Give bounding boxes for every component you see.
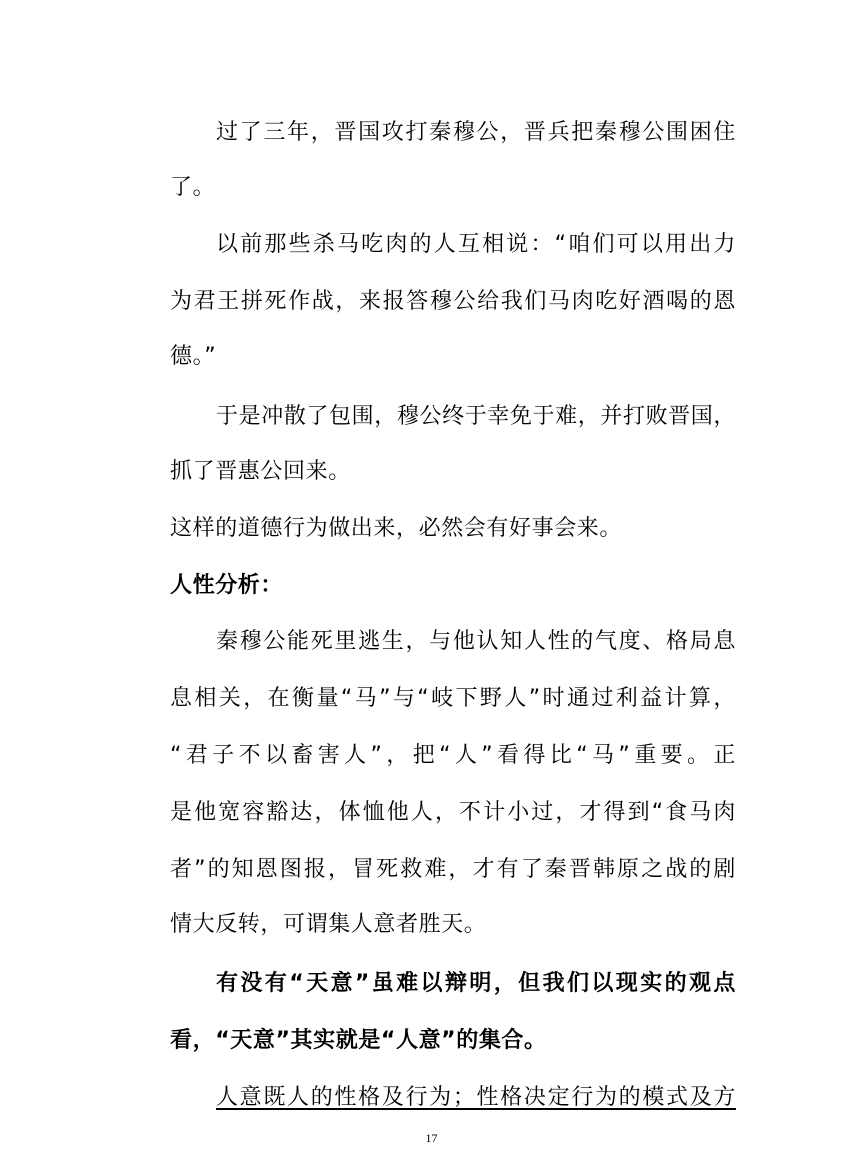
page-number: 17 — [425, 1131, 438, 1145]
paragraph-line: 秦穆公能死里逃生，与他认知人性的气度、格局息 — [216, 629, 736, 654]
section-heading: 人性分析： — [170, 573, 284, 598]
paragraph-line: 是他宽容豁达，体恤他人，不计小过，才得到“食马肉 — [170, 800, 736, 825]
paragraph-line: 于是冲散了包围，穆公终于幸免于难，并打败晋国， — [216, 404, 736, 429]
paragraph-line: 这样的道德行为做出来，必然会有好事会来。 — [170, 516, 623, 541]
bold-paragraph-line: 看，“天意”其实就是“人意”的集合。 — [170, 1028, 547, 1053]
paragraph-line: 者”的知恩图报，冒死救难，才有了秦晋韩原之战的剧 — [170, 857, 736, 882]
paragraph-line: “君子不以畜害人”，把“人”看得比“马”重要。正 — [170, 743, 736, 768]
paragraph-line: 情大反转，可谓集人意者胜天。 — [170, 912, 487, 937]
paragraph-line: 德。” — [170, 344, 217, 369]
paragraph-line: 以前那些杀马吃肉的人互相说：“咱们可以用出力 — [216, 232, 736, 257]
bold-paragraph-line: 有没有“天意”虽难以辩明，但我们以现实的观点 — [216, 971, 736, 996]
paragraph-line: 了。 — [170, 175, 216, 200]
paragraph-line: 为君王拼死作战，来报答穆公给我们马肉吃好酒喝的恩 — [170, 289, 736, 314]
paragraph-line: 息相关，在衡量“马”与“岐下野人”时通过利益计算， — [170, 686, 736, 711]
underlined-paragraph-line: 人意既人的性格及行为；性格决定行为的模式及方 — [216, 1085, 736, 1110]
paragraph-line: 抓了晋惠公回来。 — [170, 459, 351, 484]
paragraph-line: 过了三年，晋国攻打秦穆公，晋兵把秦穆公围困住 — [216, 120, 736, 145]
